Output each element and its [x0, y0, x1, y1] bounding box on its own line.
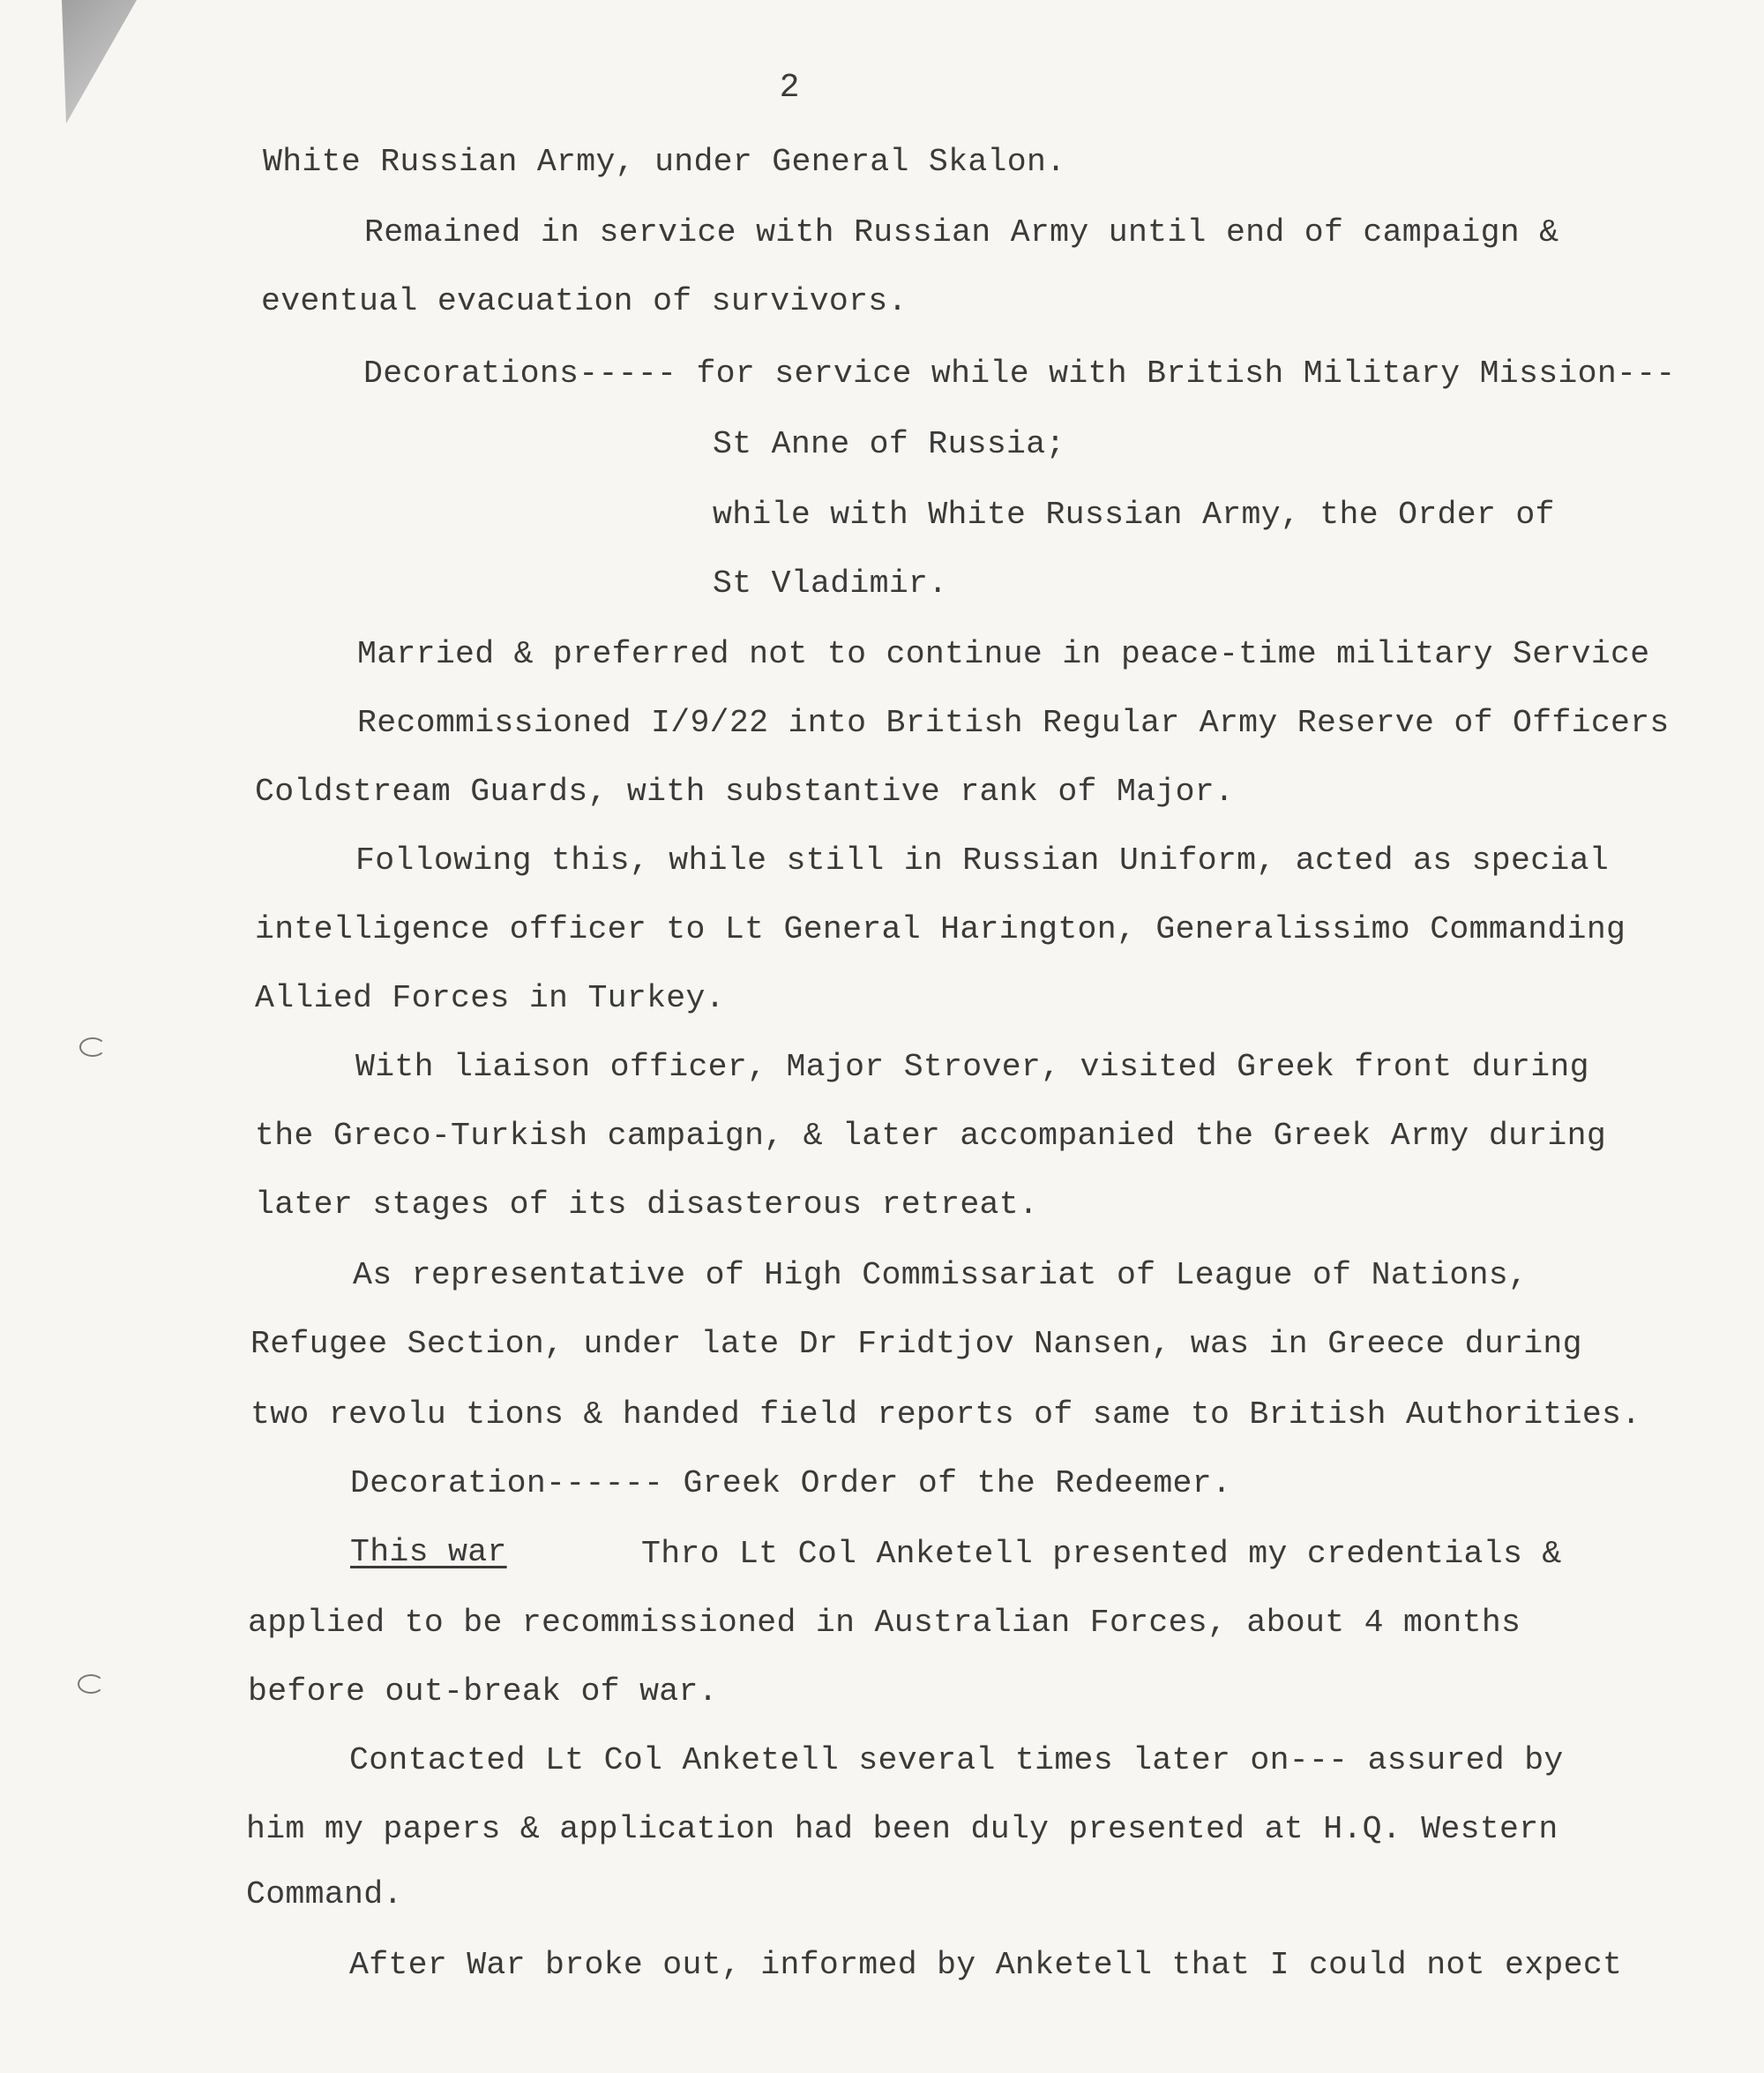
- section-heading: This war: [350, 1534, 507, 1570]
- text-line: two revolu tions & handed field reports of same to British Authorities.: [250, 1396, 1641, 1433]
- text-line: Refugee Section, under late Dr Fridtjov Nansen, was in Greece during: [250, 1326, 1582, 1362]
- text-line: St Vladimir.: [713, 565, 948, 602]
- text-line: applied to be recommissioned in Australian Forces, about 4 months: [248, 1605, 1521, 1641]
- text-line: With liaison officer, Major Strover, visited Greek front during: [355, 1049, 1589, 1085]
- text-line: while with White Russian Army, the Order of: [713, 497, 1555, 533]
- text-line: eventual evacuation of survivors.: [261, 283, 908, 319]
- page-corner-shadow: [0, 0, 141, 128]
- text-line: Command.: [246, 1876, 403, 1912]
- page-number: 2: [779, 69, 800, 107]
- text-line: Married & preferred not to continue in peace-time military Service: [357, 636, 1650, 672]
- text-line: him my papers & application had been duly presented at H.Q. Western: [246, 1811, 1558, 1847]
- text-line: After War broke out, informed by Anketell that I could not expect: [349, 1947, 1623, 1983]
- text-line: As representative of High Commissariat of League of Nations,: [353, 1257, 1529, 1293]
- text-line: intelligence officer to Lt General Harington, Generalissimo Commanding: [255, 911, 1626, 947]
- punch-hole-mark: [78, 1674, 104, 1694]
- text-line: Allied Forces in Turkey.: [255, 980, 725, 1016]
- text-line: Decorations----- for service while with British Military Mission---: [363, 355, 1676, 392]
- text-line: the Greco-Turkish campaign, & later accompanied the Greek Army during: [255, 1118, 1607, 1154]
- punch-hole-mark: [79, 1037, 106, 1057]
- text-line: St Anne of Russia;: [713, 426, 1065, 462]
- text-line: Contacted Lt Col Anketell several times later on--- assured by: [349, 1742, 1564, 1778]
- text-line: Remained in service with Russian Army until end of campaign &: [364, 214, 1559, 251]
- text-line: Coldstream Guards, with substantive rank of Major.: [255, 774, 1235, 810]
- text-line: Thro Lt Col Anketell presented my credentials &: [641, 1536, 1562, 1572]
- text-line: Decoration------ Greek Order of the Redeemer.: [350, 1465, 1232, 1501]
- text-line: White Russian Army, under General Skalon.: [263, 144, 1066, 180]
- text-line: Recommissioned I/9/22 into British Regular Army Reserve of Officers: [357, 705, 1670, 741]
- text-line: before out-break of war.: [248, 1673, 718, 1710]
- text-line: Following this, while still in Russian Uniform, acted as special: [355, 842, 1610, 879]
- text-line: later stages of its disasterous retreat.: [255, 1186, 1039, 1223]
